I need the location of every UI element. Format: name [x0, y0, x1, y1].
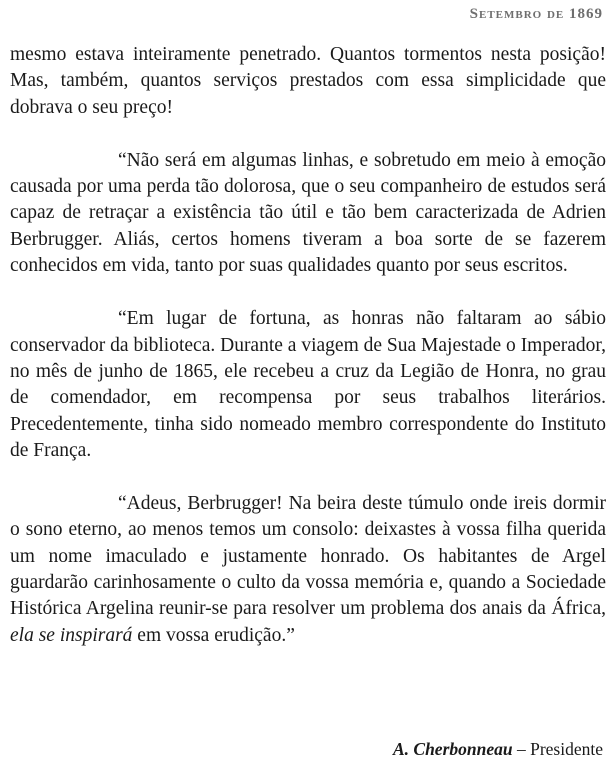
signature-name: A. Cherbonneau: [392, 739, 513, 759]
paragraph-1: mesmo estava inteiramente penetrado. Quantos tormentos nesta posição! Mas, também, quantos serviços prestados com essa simplicidade que dobrava o seu preço!: [10, 44, 606, 118]
article-body: [10, 42, 606, 649]
paragraph-4-italic: ela se inspirará: [10, 624, 133, 646]
paragraph-4-start: “Adeus, Berbrugger! Na beira deste túmulo onde ireis dormir o sono eterno, ao menos temos um consolo: deixastes à vossa filha querida um nome imaculado e justamente honrado. Os habitantes de Argel guardarão carinhosamente o culto da vossa memória e, quando a Sociedade Histórica Argelina reunir-se para resolver um problema dos anais da África,: [10, 493, 606, 620]
running-header: Setembro de 1869: [469, 6, 603, 22]
paragraph-3: “Em lugar de fortuna, as honras não faltaram ao sábio conservador da biblioteca. Durante a viagem de Sua Majestade o Imperador, no mês de junho de 1865, ele recebeu a cruz da Legião de Honra, no grau de comendador, em recompensa por seus trabalhos literários. Precedentemente, tinha sido nomeado membro correspondente do Instituto de França.: [10, 308, 606, 461]
signature-separator: –: [512, 739, 531, 759]
paragraph-4-end: em vossa erudição.”: [132, 624, 295, 646]
paragraph-4: [10, 491, 606, 649]
signature: [393, 739, 603, 760]
paragraph-2: “Não será em algumas linhas, e sobretudo em meio à emoção causada por uma perda tão dolorosa, que o seu companheiro de estudos será capaz de retraçar a existência tão útil e tão bem caracterizada de Adrien Berbrugger. Aliás, certos homens tiveram a boa sorte de se fazerem conhecidos em vida, tanto por suas qualidades quanto por seus escritos.: [10, 149, 606, 277]
signature-role: Presidente: [530, 739, 603, 759]
